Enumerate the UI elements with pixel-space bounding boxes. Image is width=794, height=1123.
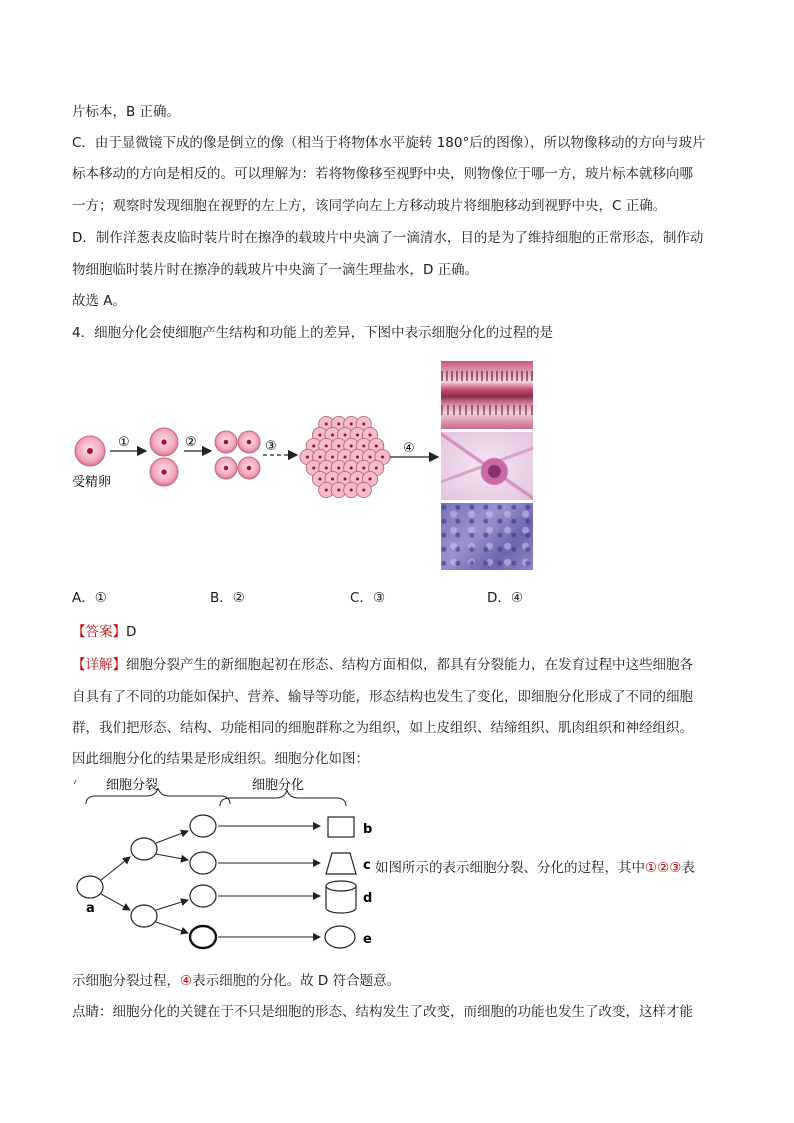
option-d-symbol: ④ (510, 590, 524, 606)
cell-mass-nucleus (319, 478, 322, 481)
four-cell-stage (215, 431, 260, 479)
cell-mass-nucleus (325, 489, 328, 492)
side-text-pre: 如图所示的表示细胞分裂、分化的过程，其中 (375, 860, 645, 876)
option-a-symbol: ① (94, 590, 107, 606)
text-line-6: 物细胞临时装片时在擦净的载玻片中央滴了一滴生理盐水，D 正确。 (72, 262, 479, 278)
cell-mass-nucleus (337, 445, 340, 448)
nerve-tissue-image (441, 432, 533, 500)
text-line-3: 标本移动的方向是相反的。可以理解为：若将物像移至视野中央，则物像位于哪一方，玻片标本就移向哪 (72, 166, 693, 182)
cell-mass-nucleus (312, 467, 315, 470)
cell-mass-nucleus (325, 445, 328, 448)
text-line-2: C．由于显微镜下成的像是倒立的像（相当于将物体水平旋转 180°后的图像），所以物像移动的方向与玻片 (72, 135, 706, 151)
diagram-label-d: d (363, 891, 373, 906)
cell-development-figure (60, 380, 450, 520)
cell-mass-nucleus (350, 423, 353, 426)
cell-mass-nucleus (306, 456, 309, 459)
step-label-1: ① (118, 435, 130, 450)
question-4-text: 4．细胞分化会使细胞产生结构和功能上的差异，下图中表示细胞分化的过程的是 (72, 325, 554, 341)
cell-mass-nucleus (362, 489, 365, 492)
diagram-division-label: 细胞分裂 (106, 778, 159, 793)
option-c-letter: C． (350, 590, 373, 606)
diagram-label-c: c (363, 858, 371, 873)
detail-text-1: 细胞分裂产生的新细胞起初在形态、结构方面相似，都具有分裂能力，在发育过程中这些细胞各 (126, 657, 693, 673)
option-b-letter: B． (210, 590, 233, 606)
fertilized-egg-label: 受精卵 (72, 475, 112, 490)
cell-mass-nucleus (337, 423, 340, 426)
answer-tag: 【答案】 (72, 624, 126, 640)
cell-mass-nucleus (362, 423, 365, 426)
cell-mass-nucleus (344, 434, 347, 437)
cell-mass-nucleus (375, 467, 378, 470)
cell-mass-nucleus (375, 445, 378, 448)
cell-mass-nucleus (325, 467, 328, 470)
option-a-letter: A． (72, 590, 95, 606)
answer-line (72, 622, 136, 642)
cell-mass-nucleus (344, 478, 347, 481)
cell-mass-nucleus (337, 467, 340, 470)
muscle-tissue-image (441, 503, 533, 570)
cell-mass-nucleus (381, 456, 384, 459)
cell-mass-nucleus (319, 434, 322, 437)
text-line-1: 片标本，B 正确。 (72, 104, 181, 120)
answer-value: D (126, 624, 137, 640)
cell-mass-nucleus (356, 456, 359, 459)
cell-mass-nucleus (337, 489, 340, 492)
diagram-label-a: a (86, 901, 95, 916)
diagram-differentiation-label: 细胞分化 (252, 778, 305, 793)
cell-mass-nucleus (369, 434, 372, 437)
text-line-5: D．制作洋葱表皮临时装片时在擦净的载玻片中央滴了一滴清水，目的是为了维持细胞的正常形态，制作动 (72, 230, 704, 246)
text-line-4: 一方；观察时发现细胞在视野的左上方，该同学向左上方移动玻片将细胞移动到视野中央，C 正确。 (72, 198, 667, 214)
cell-mass-nucleus (312, 445, 315, 448)
cell-mass-nucleus (350, 467, 353, 470)
option-c[interactable] (350, 588, 385, 608)
cell-mass-nucleus (369, 456, 372, 459)
diagram-label-b: b (363, 822, 373, 837)
step-label-2: ② (185, 435, 197, 450)
cell-mass-nucleus (362, 445, 365, 448)
option-c-symbol: ③ (372, 590, 386, 606)
cell-mass-nucleus (344, 456, 347, 459)
cell-mass-nucleus (350, 489, 353, 492)
diagram-side-text (375, 858, 695, 878)
cell-mass-nucleus (356, 478, 359, 481)
step-label-4: ④ (403, 441, 415, 456)
detail-line-6: 点睛：细胞分化的关键在于不只是细胞的形态、结构发生了改变，而细胞的功能也发生了改变，这样才能 (72, 1004, 693, 1020)
cell-mass-nucleus (331, 478, 334, 481)
cell-mass-nucleus (331, 434, 334, 437)
detail-line-4: 因此细胞分化的结果是形成组织。细胞分化如图： (72, 751, 369, 767)
cell-mass-nucleus (362, 467, 365, 470)
detail-tag: 【详解】 (72, 657, 126, 673)
two-cell-stage (150, 428, 178, 486)
cell-mass-nucleus (331, 456, 334, 459)
differentiation-diagram (70, 776, 380, 954)
cell-mass-nucleus (350, 445, 353, 448)
option-d[interactable] (487, 588, 523, 608)
cell-mass-nucleus (325, 423, 328, 426)
cell-mass-nucleus (369, 478, 372, 481)
detail-line-5 (72, 971, 400, 991)
cell-mass-nucleus (319, 456, 322, 459)
side-text-post: 表 (681, 860, 695, 876)
fertilized-egg-cell (75, 436, 105, 466)
detail-line-2: 自具有了不同的功能如保护、营养、输导等功能，形态结构也发生了变化，即细胞分化形成了不同的细胞 (72, 689, 693, 705)
detail-text-5-post: 表示细胞的分化。故 D 符合题意。 (192, 973, 401, 989)
diagram-label-e: e (363, 932, 372, 947)
epithelial-tissue-image (441, 361, 533, 429)
option-b-symbol: ② (232, 590, 245, 606)
detail-line-1 (72, 655, 693, 675)
cell-mass-nucleus (356, 434, 359, 437)
detail-text-5-red: ④ (180, 973, 193, 989)
detail-line-3: 群，我们把形态、结构、功能相同的细胞群称之为组织，如上皮组织、结缔组织、肌肉组织和神经组织。 (72, 720, 693, 736)
detail-text-5-pre: 示细胞分裂过程， (72, 973, 180, 989)
side-text-red: ①②③ (645, 860, 682, 876)
option-b[interactable] (210, 588, 245, 608)
text-line-7: 故选 A。 (72, 293, 127, 309)
option-d-letter: D． (487, 590, 511, 606)
step-label-3: ③ (265, 439, 277, 454)
cell-mass-stage (300, 416, 390, 497)
option-a[interactable] (72, 588, 107, 608)
